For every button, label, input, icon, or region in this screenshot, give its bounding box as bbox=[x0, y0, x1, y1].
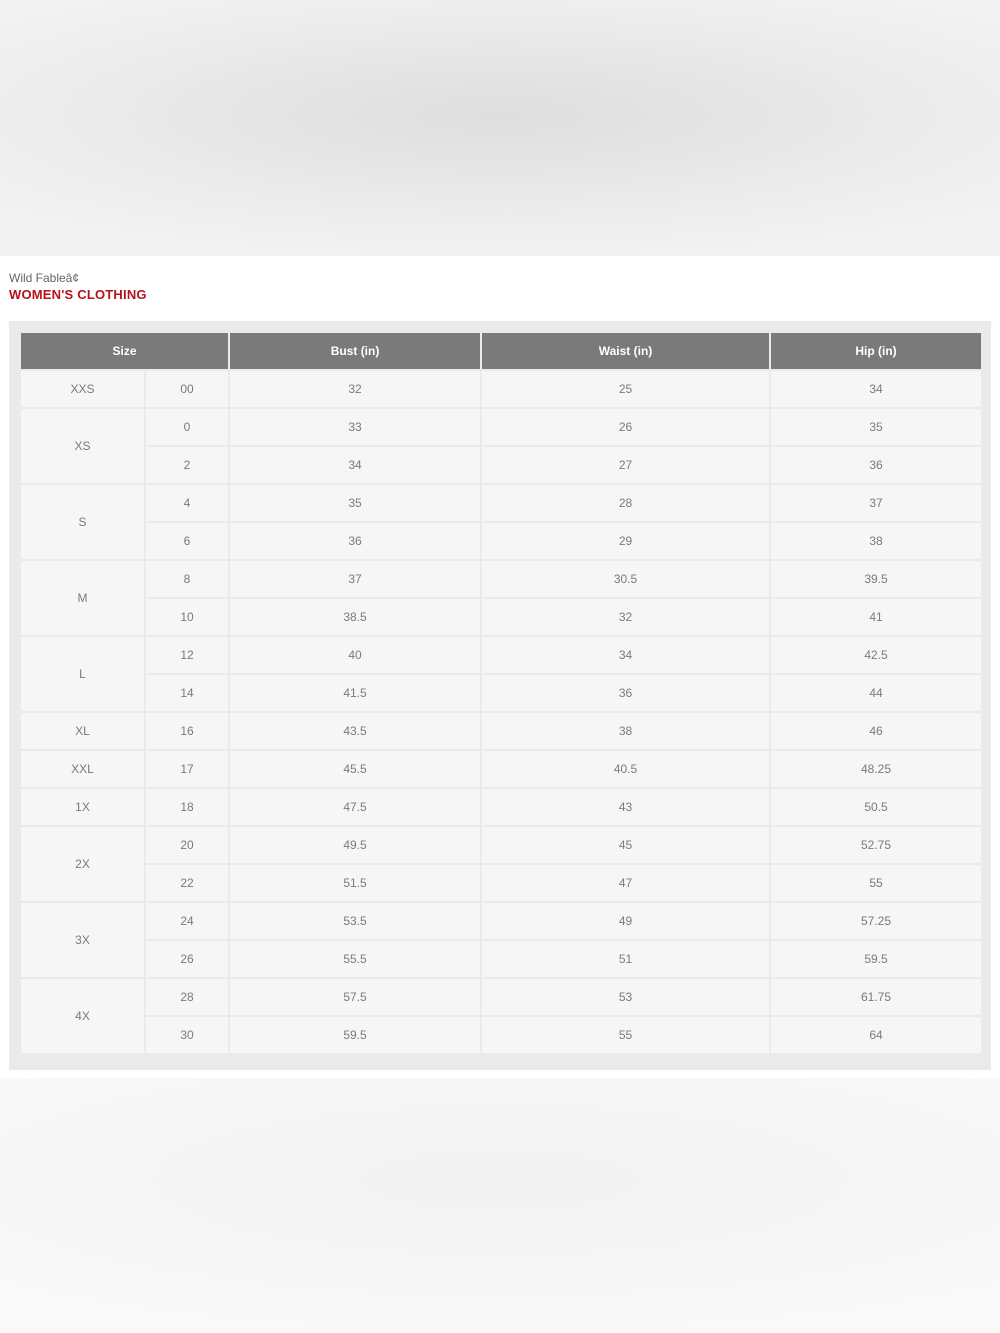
table-row bbox=[21, 409, 981, 445]
numeric-size-cell: 12 bbox=[146, 637, 228, 673]
size-label-cell: XXS bbox=[21, 371, 144, 407]
numeric-size-cell: 28 bbox=[146, 979, 228, 1015]
brand-name: Wild Fableâ¢ bbox=[9, 271, 80, 285]
bust-cell: 40 bbox=[230, 637, 480, 673]
table-row bbox=[21, 865, 981, 901]
bust-cell: 53.5 bbox=[230, 903, 480, 939]
hip-cell: 50.5 bbox=[771, 789, 981, 825]
hip-cell: 44 bbox=[771, 675, 981, 711]
numeric-size-cell: 18 bbox=[146, 789, 228, 825]
waist-cell: 29 bbox=[482, 523, 769, 559]
bust-cell: 33 bbox=[230, 409, 480, 445]
table-row bbox=[21, 941, 981, 977]
numeric-size-cell: 6 bbox=[146, 523, 228, 559]
bust-cell: 41.5 bbox=[230, 675, 480, 711]
bust-cell: 32 bbox=[230, 371, 480, 407]
table-row bbox=[21, 751, 981, 787]
header-hip: Hip (in) bbox=[771, 333, 981, 369]
numeric-size-cell: 00 bbox=[146, 371, 228, 407]
numeric-size-cell: 2 bbox=[146, 447, 228, 483]
hip-cell: 39.5 bbox=[771, 561, 981, 597]
size-label-cell: L bbox=[21, 637, 144, 711]
size-label-cell: 1X bbox=[21, 789, 144, 825]
numeric-size-cell: 17 bbox=[146, 751, 228, 787]
table-row bbox=[21, 903, 981, 939]
header-bust: Bust (in) bbox=[230, 333, 480, 369]
table-row bbox=[21, 789, 981, 825]
waist-cell: 55 bbox=[482, 1017, 769, 1053]
numeric-size-cell: 30 bbox=[146, 1017, 228, 1053]
waist-cell: 49 bbox=[482, 903, 769, 939]
size-chart-panel bbox=[0, 256, 1000, 1078]
bust-cell: 34 bbox=[230, 447, 480, 483]
numeric-size-cell: 26 bbox=[146, 941, 228, 977]
bust-cell: 36 bbox=[230, 523, 480, 559]
hip-cell: 61.75 bbox=[771, 979, 981, 1015]
table-row bbox=[21, 371, 981, 407]
hip-cell: 36 bbox=[771, 447, 981, 483]
hip-cell: 41 bbox=[771, 599, 981, 635]
hip-cell: 64 bbox=[771, 1017, 981, 1053]
bust-cell: 59.5 bbox=[230, 1017, 480, 1053]
size-label-cell: S bbox=[21, 485, 144, 559]
hip-cell: 42.5 bbox=[771, 637, 981, 673]
table-body bbox=[21, 371, 981, 1053]
waist-cell: 45 bbox=[482, 827, 769, 863]
waist-cell: 51 bbox=[482, 941, 769, 977]
hip-cell: 37 bbox=[771, 485, 981, 521]
table-row bbox=[21, 599, 981, 635]
waist-cell: 28 bbox=[482, 485, 769, 521]
table-row bbox=[21, 637, 981, 673]
size-label-cell: 3X bbox=[21, 903, 144, 977]
table-row bbox=[21, 675, 981, 711]
hip-cell: 35 bbox=[771, 409, 981, 445]
waist-cell: 32 bbox=[482, 599, 769, 635]
size-table-frame bbox=[9, 321, 991, 1070]
numeric-size-cell: 14 bbox=[146, 675, 228, 711]
bust-cell: 37 bbox=[230, 561, 480, 597]
hip-cell: 55 bbox=[771, 865, 981, 901]
bust-cell: 47.5 bbox=[230, 789, 480, 825]
table-row bbox=[21, 523, 981, 559]
section-title: WOMEN'S CLOTHING bbox=[9, 287, 147, 302]
table-row bbox=[21, 485, 981, 521]
size-label-cell: XS bbox=[21, 409, 144, 483]
blurred-background-top bbox=[0, 0, 1000, 256]
numeric-size-cell: 8 bbox=[146, 561, 228, 597]
hip-cell: 59.5 bbox=[771, 941, 981, 977]
waist-cell: 26 bbox=[482, 409, 769, 445]
numeric-size-cell: 16 bbox=[146, 713, 228, 749]
bust-cell: 55.5 bbox=[230, 941, 480, 977]
waist-cell: 53 bbox=[482, 979, 769, 1015]
header-waist: Waist (in) bbox=[482, 333, 769, 369]
bust-cell: 57.5 bbox=[230, 979, 480, 1015]
table-row bbox=[21, 447, 981, 483]
table-row bbox=[21, 713, 981, 749]
table-header-row bbox=[21, 333, 981, 369]
waist-cell: 43 bbox=[482, 789, 769, 825]
waist-cell: 25 bbox=[482, 371, 769, 407]
blurred-background-bottom bbox=[0, 1078, 1000, 1333]
waist-cell: 27 bbox=[482, 447, 769, 483]
hip-cell: 52.75 bbox=[771, 827, 981, 863]
bust-cell: 49.5 bbox=[230, 827, 480, 863]
waist-cell: 47 bbox=[482, 865, 769, 901]
table-row bbox=[21, 1017, 981, 1053]
bust-cell: 43.5 bbox=[230, 713, 480, 749]
bust-cell: 45.5 bbox=[230, 751, 480, 787]
bust-cell: 38.5 bbox=[230, 599, 480, 635]
waist-cell: 36 bbox=[482, 675, 769, 711]
numeric-size-cell: 0 bbox=[146, 409, 228, 445]
waist-cell: 30.5 bbox=[482, 561, 769, 597]
size-label-cell: 2X bbox=[21, 827, 144, 901]
numeric-size-cell: 24 bbox=[146, 903, 228, 939]
hip-cell: 38 bbox=[771, 523, 981, 559]
hip-cell: 46 bbox=[771, 713, 981, 749]
table-row bbox=[21, 979, 981, 1015]
hip-cell: 34 bbox=[771, 371, 981, 407]
hip-cell: 48.25 bbox=[771, 751, 981, 787]
size-label-cell: M bbox=[21, 561, 144, 635]
header-size: Size bbox=[21, 333, 228, 369]
waist-cell: 34 bbox=[482, 637, 769, 673]
table-row bbox=[21, 561, 981, 597]
table-row bbox=[21, 827, 981, 863]
numeric-size-cell: 4 bbox=[146, 485, 228, 521]
numeric-size-cell: 10 bbox=[146, 599, 228, 635]
bust-cell: 35 bbox=[230, 485, 480, 521]
size-label-cell: 4X bbox=[21, 979, 144, 1053]
size-label-cell: XL bbox=[21, 713, 144, 749]
size-label-cell: XXL bbox=[21, 751, 144, 787]
bust-cell: 51.5 bbox=[230, 865, 480, 901]
numeric-size-cell: 20 bbox=[146, 827, 228, 863]
hip-cell: 57.25 bbox=[771, 903, 981, 939]
size-table bbox=[19, 331, 983, 1055]
numeric-size-cell: 22 bbox=[146, 865, 228, 901]
waist-cell: 38 bbox=[482, 713, 769, 749]
waist-cell: 40.5 bbox=[482, 751, 769, 787]
